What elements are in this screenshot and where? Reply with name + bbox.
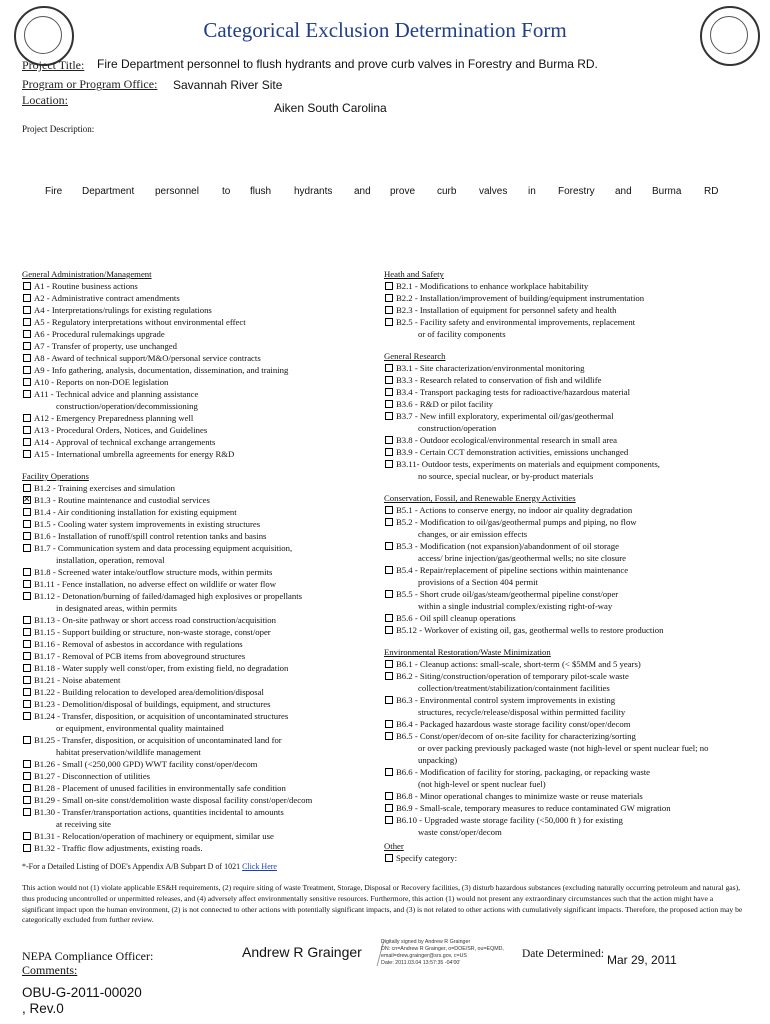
description-word: flush xyxy=(250,186,272,197)
checkbox[interactable] xyxy=(385,720,393,728)
click-here-link[interactable]: Click Here xyxy=(242,862,277,871)
section-heading: Environmental Restoration/Waste Minimization xyxy=(384,647,551,657)
checkbox[interactable] xyxy=(23,390,31,398)
category-item xyxy=(22,806,384,818)
right-category-column xyxy=(384,268,724,864)
category-item xyxy=(22,674,384,686)
category-item-label: B6.5 - Const/oper/decom of on-site facility for characterizing/sorting xyxy=(396,731,636,741)
category-item-label: B6.10 - Upgraded waste storage facility (<50,000 ft ) for existing xyxy=(396,815,623,825)
category-item xyxy=(22,758,384,770)
category-item xyxy=(22,542,384,554)
description-word: and xyxy=(354,186,371,197)
category-item-label: A5 - Regulatory interpretations without environmental effect xyxy=(34,317,246,327)
category-item-continuation: in designated areas, within permits xyxy=(56,603,177,613)
description-word: RD xyxy=(704,186,719,197)
category-item xyxy=(384,446,724,458)
category-item xyxy=(22,518,384,530)
category-item-continuation: or over packing previously packaged waste (not high-level or spent nuclear fuel; no unpacking) xyxy=(418,743,709,765)
category-item xyxy=(22,316,384,328)
checkbox[interactable] xyxy=(23,318,31,326)
category-item xyxy=(22,340,384,352)
checkbox[interactable] xyxy=(23,664,31,672)
checkbox[interactable] xyxy=(385,318,393,326)
category-item-label: B1.2 - Training exercises and simulation xyxy=(34,483,175,493)
checkbox[interactable] xyxy=(23,508,31,516)
category-item xyxy=(22,842,384,854)
checkbox[interactable] xyxy=(23,330,31,338)
category-item xyxy=(22,280,384,292)
category-item-label: B1.26 - Small (<250,000 GPD) WWT facility const/oper/decom xyxy=(34,759,258,769)
document-number-line: , Rev.0 xyxy=(22,1001,64,1016)
section-heading: Other xyxy=(384,841,404,851)
category-item-label: B1.11 - Fence installation, no adverse effect on wildlife or water flow xyxy=(34,579,276,589)
checkbox[interactable] xyxy=(23,520,31,528)
category-item xyxy=(384,658,724,670)
checkbox[interactable] xyxy=(385,306,393,314)
footnote-text: *-For a Detailed Listing of DOE's Appendix A/B Subpart D of 1021 xyxy=(22,862,241,871)
description-word: curb xyxy=(437,186,457,197)
category-item-label: A8 - Award of technical support/M&O/personal service contracts xyxy=(34,353,261,363)
section-heading: Facility Operations xyxy=(22,471,89,481)
category-item-continuation: structures, recycle/release/disposal within permitted facility xyxy=(418,707,626,717)
category-item-label: B1.8 - Screened water intake/outflow structure mods, within permits xyxy=(34,567,273,577)
project-title-label: Project Title: xyxy=(22,58,85,72)
category-item-continuation: (not high-level or spent nuclear fuel) xyxy=(418,779,546,789)
checkbox[interactable] xyxy=(23,784,31,792)
category-item-label: B6.2 - Siting/construction/operation of temporary pilot-scale waste xyxy=(396,671,629,681)
category-item xyxy=(384,730,724,742)
category-item xyxy=(384,790,724,802)
checkbox[interactable] xyxy=(385,282,393,290)
checkbox[interactable] xyxy=(385,436,393,444)
category-item xyxy=(384,516,724,528)
category-item-continuation: or equipment, environmental quality maintained xyxy=(56,723,224,733)
category-item xyxy=(22,376,384,388)
category-item xyxy=(384,458,724,470)
category-item-label: B3.7 - New infill exploratory, experimental oil/gas/geothermal xyxy=(396,411,614,421)
category-item xyxy=(384,386,724,398)
checked-checkbox[interactable] xyxy=(23,496,31,504)
category-item-label: A12 - Emergency Preparedness planning well xyxy=(34,413,194,423)
checkbox[interactable] xyxy=(23,700,31,708)
category-item xyxy=(22,328,384,340)
checkbox[interactable] xyxy=(385,854,393,862)
category-item-label: B1.24 - Transfer, disposition, or acquisition of uncontaminated structures xyxy=(34,711,289,721)
category-item-continuation: construction/operation xyxy=(418,423,497,433)
description-word: Fire xyxy=(45,186,63,197)
checkbox[interactable] xyxy=(23,342,31,350)
digital-signature-line: email=drew.grainger@srs.gov, c=US xyxy=(381,953,467,959)
category-item xyxy=(22,424,384,436)
category-item-label: B1.28 - Placement of unused facilities in environmentally safe condition xyxy=(34,783,286,793)
checkbox[interactable] xyxy=(23,426,31,434)
category-item xyxy=(384,410,724,422)
category-item-continuation: no source, special nuclear, or by-product materials xyxy=(418,471,594,481)
checkbox[interactable] xyxy=(23,580,31,588)
category-item-label: B3.8 - Outdoor ecological/environmental research in small area xyxy=(396,435,617,445)
checkbox[interactable] xyxy=(385,412,393,420)
checkbox[interactable] xyxy=(23,414,31,422)
category-item-continuation: habitat preservation/wildlife management xyxy=(56,747,201,757)
category-item-label: B6.8 - Minor operational changes to minimize waste or reuse materials xyxy=(396,791,643,801)
category-item xyxy=(384,280,724,292)
checkbox[interactable] xyxy=(23,688,31,696)
category-item-label: B2.3 - Installation of equipment for personnel safety and health xyxy=(396,305,617,315)
category-item xyxy=(22,590,384,602)
category-item-label: A11 - Technical advice and planning assistance xyxy=(34,389,199,399)
category-item xyxy=(384,374,724,386)
category-item-label: B3.1 - Site characterization/environmental monitoring xyxy=(396,363,585,373)
category-item-label: B2.2 - Installation/improvement of building/equipment instrumentation xyxy=(396,293,645,303)
checkbox[interactable] xyxy=(23,366,31,374)
category-item xyxy=(384,434,724,446)
description-word: and xyxy=(615,186,632,197)
category-item-label: B1.6 - Installation of runoff/spill control retention tanks and basins xyxy=(34,531,267,541)
checkbox[interactable] xyxy=(23,628,31,636)
category-item xyxy=(22,292,384,304)
footnote xyxy=(22,862,277,871)
checkbox[interactable] xyxy=(23,294,31,302)
checkbox[interactable] xyxy=(23,438,31,446)
category-item-label: B1.15 - Support building or structure, non-waste storage, const/oper xyxy=(34,627,271,637)
category-item-label: B1.4 - Air conditioning installation for existing equipment xyxy=(34,507,237,517)
category-item xyxy=(384,718,724,730)
section-heading: General Administration/Management xyxy=(22,269,152,279)
category-item xyxy=(384,694,724,706)
signer-name: Andrew R Grainger xyxy=(242,944,362,960)
category-item-label: A13 - Procedural Orders, Notices, and Guidelines xyxy=(34,425,208,435)
category-item xyxy=(384,624,724,636)
checkbox[interactable] xyxy=(385,364,393,372)
category-item xyxy=(22,626,384,638)
category-item xyxy=(22,710,384,722)
category-item-label: B1.3 - Routine maintenance and custodial services xyxy=(34,495,210,505)
category-item-label: A1 - Routine business actions xyxy=(34,281,138,291)
category-item-continuation: installation, operation, removal xyxy=(56,555,165,565)
location-label: Location: xyxy=(22,93,68,107)
category-item-label: B3.3 - Research related to conservation of fish and wildlife xyxy=(396,375,602,385)
checkbox[interactable] xyxy=(23,844,31,852)
checkbox[interactable] xyxy=(23,378,31,386)
category-item xyxy=(22,686,384,698)
category-item-label: A9 - Info gathering, analysis, documentation, dissemination, and training xyxy=(34,365,289,375)
category-item-label: Specify category: xyxy=(396,853,458,863)
category-item xyxy=(384,316,724,328)
category-item-label: B1.21 - Noise abatement xyxy=(34,675,121,685)
checkbox[interactable] xyxy=(23,592,31,600)
checkbox[interactable] xyxy=(385,376,393,384)
checkbox[interactable] xyxy=(23,832,31,840)
category-item xyxy=(22,614,384,626)
checkbox[interactable] xyxy=(23,652,31,660)
category-item xyxy=(22,566,384,578)
category-item-label: A10 - Reports on non-DOE legislation xyxy=(34,377,169,387)
checkbox[interactable] xyxy=(385,660,393,668)
category-item-label: B1.29 - Small on-site const/demolition waste disposal facility const/oper/decom xyxy=(34,795,313,805)
category-item xyxy=(22,494,384,506)
checkbox[interactable] xyxy=(385,614,393,622)
checkbox[interactable] xyxy=(385,518,393,526)
category-item-label: B3.11- Outdoor tests, experiments on materials and equipment components, xyxy=(396,459,660,469)
category-item-continuation: waste const/oper/decom xyxy=(418,827,502,837)
category-item-label: B1.7 - Communication system and data processing equipment acquisition, xyxy=(34,543,293,553)
category-item xyxy=(384,670,724,682)
checkbox[interactable] xyxy=(385,626,393,634)
category-item xyxy=(22,304,384,316)
category-item xyxy=(22,782,384,794)
checkbox[interactable] xyxy=(23,676,31,684)
category-item-continuation: within a single industrial complex/existing right-of-way xyxy=(418,601,613,611)
description-word: in xyxy=(528,186,536,197)
category-item xyxy=(22,352,384,364)
checkbox[interactable] xyxy=(385,400,393,408)
category-item-label: A6 - Procedural rulemakings upgrade xyxy=(34,329,165,339)
category-item-label: B2.1 - Modifications to enhance workplace habitability xyxy=(396,281,589,291)
checkbox[interactable] xyxy=(385,804,393,812)
category-item xyxy=(22,662,384,674)
project-description-label: Project Description: xyxy=(22,124,95,134)
date-determined-label: Date Determined: xyxy=(522,948,605,960)
checkbox[interactable] xyxy=(385,460,393,468)
category-item xyxy=(22,830,384,842)
category-item xyxy=(22,530,384,542)
page-title: Categorical Exclusion Determination Form xyxy=(203,18,567,42)
category-item-label: B6.6 - Modification of facility for storing, packaging, or repacking waste xyxy=(396,767,651,777)
comments-label: Comments: xyxy=(22,963,78,977)
category-item-label: B6.9 - Small-scale, temporary measures to reduce contaminated GW migration xyxy=(396,803,671,813)
checkbox[interactable] xyxy=(385,590,393,598)
category-item-label: B1.27 - Disconnection of utilities xyxy=(34,771,151,781)
checkbox[interactable] xyxy=(385,792,393,800)
category-item xyxy=(22,364,384,376)
digital-signature-line: DN: cn=Andrew R Grainger, o=DOE/SR, ou=EQMD, xyxy=(381,946,504,952)
checkbox[interactable] xyxy=(23,484,31,492)
date-determined-value: Mar 29, 2011 xyxy=(607,953,677,967)
category-item-label: B5.12 - Workover of existing oil, gas, geothermal wells to restore production xyxy=(396,625,664,635)
description-word: Burma xyxy=(652,186,682,197)
category-item xyxy=(384,852,724,864)
category-item-label: B1.12 - Detonation/burning of failed/damaged high explosives or propellants xyxy=(34,591,303,601)
category-item xyxy=(384,564,724,576)
description-word: valves xyxy=(479,186,508,197)
category-item-continuation: access/ brine injection/gas/geothermal wells; no site closure xyxy=(418,553,626,563)
checkbox[interactable] xyxy=(23,544,31,552)
checkbox[interactable] xyxy=(23,532,31,540)
checkbox[interactable] xyxy=(23,306,31,314)
checkbox[interactable] xyxy=(385,768,393,776)
category-item-label: B3.9 - Certain CCT demonstration activities, emissions unchanged xyxy=(396,447,629,457)
section-heading: General Research xyxy=(384,351,446,361)
category-item-label: A2 - Administrative contract amendments xyxy=(34,293,180,303)
category-item xyxy=(384,540,724,552)
category-item xyxy=(384,588,724,600)
category-item xyxy=(22,770,384,782)
category-item xyxy=(384,504,724,516)
checkbox[interactable] xyxy=(385,388,393,396)
category-item-label: A4 - Interpretations/rulings for existing regulations xyxy=(34,305,212,315)
checkbox[interactable] xyxy=(23,616,31,624)
category-item xyxy=(22,698,384,710)
category-item xyxy=(22,578,384,590)
checkbox[interactable] xyxy=(385,732,393,740)
digital-signature-line: Date: 2011.03.04 13:57:35 -04'00' xyxy=(381,960,461,966)
checkbox[interactable] xyxy=(23,760,31,768)
exclusion-statement: This action would not (1) violate applicable ES&H requirements, (2) require siting of waste Treatment, Storage, Disposal or Recovery facilities, (3) disturb hazardous substances (excluding naturally occurring petroleum and natural gas), thus producing uncontrolled or unpermitted releases, and (4) adversely affect environmentally sensitive resources. Furthermore, this action (1) would not present any extraordinary circumstances such that the action might have a significant impact upon the human environment, (2) is not connected to other actions with potentially significant impacts, and (3) is not related to other actions with cumulatively significant impacts. Therefore, the proposed action may be categorically excluded from further review. xyxy=(22,883,743,925)
category-item-label: B1.23 - Demolition/disposal of buildings, equipment, and structures xyxy=(34,699,271,709)
category-item xyxy=(384,398,724,410)
checkbox[interactable] xyxy=(23,282,31,290)
description-word: to xyxy=(222,186,231,197)
category-item-label: B5.6 - Oil spill cleanup operations xyxy=(396,613,516,623)
category-item-continuation: or of facility components xyxy=(418,329,506,339)
category-item-label: B5.5 - Short crude oil/gas/steam/geothermal pipeline const/oper xyxy=(396,589,619,599)
category-item xyxy=(384,802,724,814)
nepa-officer-label: NEPA Compliance Officer: xyxy=(22,949,154,963)
category-item-label: B2.5 - Facility safety and environmental improvements, replacement xyxy=(396,317,636,327)
category-item xyxy=(22,412,384,424)
description-word: Forestry xyxy=(558,186,595,197)
checkbox[interactable] xyxy=(23,354,31,362)
document-number xyxy=(22,985,142,1017)
checkbox[interactable] xyxy=(385,672,393,680)
category-item-continuation: changes, or air emission effects xyxy=(418,529,528,539)
location-value: Aiken South Carolina xyxy=(274,101,387,115)
program-office-label: Program or Program Office: xyxy=(22,77,158,91)
checkbox[interactable] xyxy=(385,566,393,574)
checkbox[interactable] xyxy=(23,712,31,720)
category-item-label: B1.13 - On-site pathway or short access road construction/acquisition xyxy=(34,615,276,625)
category-item xyxy=(22,436,384,448)
description-word: prove xyxy=(390,186,416,197)
category-item xyxy=(384,292,724,304)
category-item-continuation: construction/operation/decommissioning xyxy=(56,401,198,411)
checkbox[interactable] xyxy=(23,736,31,744)
category-item-label: B5.2 - Modification to oil/gas/geothermal pumps and piping, no flow xyxy=(396,517,637,527)
category-item-label: B6.4 - Packaged hazardous waste storage facility const/oper/decom xyxy=(396,719,631,729)
category-item-continuation: collection/treatment/stabilization/containment facilities xyxy=(418,683,610,693)
category-item-continuation: at receiving site xyxy=(56,819,111,829)
category-item xyxy=(22,734,384,746)
category-item-label: A7 - Transfer of property, use unchanged xyxy=(34,341,177,351)
category-item-label: B1.32 - Traffic flow adjustments, existing roads. xyxy=(34,843,203,853)
category-item-label: B1.30 - Transfer/transportation actions, quantities incidental to amounts xyxy=(34,807,284,817)
category-item xyxy=(22,448,384,460)
description-word: hydrants xyxy=(294,186,333,197)
description-word: Department xyxy=(82,186,135,197)
category-item-label: B1.31 - Relocation/operation of machinery or equipment, similar use xyxy=(34,831,274,841)
checkbox[interactable] xyxy=(385,542,393,550)
checkbox[interactable] xyxy=(23,772,31,780)
checkbox[interactable] xyxy=(385,506,393,514)
category-item-label: B6.1 - Cleanup actions: small-scale, short-term (< $5MM and 5 years) xyxy=(396,659,641,669)
category-item xyxy=(22,506,384,518)
checkbox[interactable] xyxy=(385,294,393,302)
category-item xyxy=(22,638,384,650)
section-heading: Conservation, Fossil, and Renewable Energy Activities xyxy=(384,493,576,503)
program-office-value: Savannah River Site xyxy=(173,78,283,92)
category-item-label: B1.22 - Building relocation to developed area/demolition/disposal xyxy=(34,687,264,697)
checkbox[interactable] xyxy=(23,808,31,816)
checkbox[interactable] xyxy=(23,640,31,648)
checkbox[interactable] xyxy=(23,568,31,576)
category-item xyxy=(384,304,724,316)
checkbox[interactable] xyxy=(385,696,393,704)
category-item-label: B1.18 - Water supply well const/oper, from existing field, no degradation xyxy=(34,663,289,673)
checkbox[interactable] xyxy=(385,448,393,456)
category-item xyxy=(384,766,724,778)
category-item xyxy=(22,482,384,494)
category-item-label: B1.17 - Removal of PCB items from aboveground structures xyxy=(34,651,246,661)
project-title-value: Fire Department personnel to flush hydrants and prove curb valves in Forestry and Burma RD. xyxy=(97,57,598,71)
left-category-column xyxy=(22,268,384,854)
category-item-label: B1.16 - Removal of asbestos in accordance with regulations xyxy=(34,639,243,649)
category-item-continuation: provisions of a Section 404 permit xyxy=(418,577,538,587)
checkbox[interactable] xyxy=(385,816,393,824)
category-item-label: A14 - Approval of technical exchange arrangements xyxy=(34,437,216,447)
category-item-label: B3.6 - R&D or pilot facility xyxy=(396,399,494,409)
category-item xyxy=(384,362,724,374)
category-item-label: B5.1 - Actions to conserve energy, no indoor air quality degradation xyxy=(396,505,633,515)
category-item-label: B5.3 - Modification (not expansion)/abandonment of oil storage xyxy=(396,541,619,551)
category-item xyxy=(22,388,384,400)
category-item-label: B1.25 - Transfer, disposition, or acquisition of uncontaminated land for xyxy=(34,735,282,745)
category-item xyxy=(22,650,384,662)
category-item xyxy=(384,814,724,826)
category-item-label: A15 - International umbrella agreements for energy R&D xyxy=(34,449,235,459)
category-item-label: B3.4 - Transport packaging tests for radioactive/hazardous material xyxy=(396,387,631,397)
category-item-label: B5.4 - Repair/replacement of pipeline sections within maintenance xyxy=(396,565,629,575)
checkbox[interactable] xyxy=(23,450,31,458)
category-item-label: B6.3 - Environmental control system improvements in existing xyxy=(396,695,616,705)
section-heading: Heath and Safety xyxy=(384,269,444,279)
description-word: personnel xyxy=(155,186,199,197)
document-number-line: OBU-G-2011-00020 xyxy=(22,985,142,1000)
category-item xyxy=(22,794,384,806)
checkbox[interactable] xyxy=(23,796,31,804)
digital-signature-details xyxy=(381,939,531,967)
digital-signature-line: Digitally signed by Andrew R Grainger xyxy=(381,939,471,945)
category-item-label: B1.5 - Cooling water system improvements in existing structures xyxy=(34,519,261,529)
category-item xyxy=(384,612,724,624)
